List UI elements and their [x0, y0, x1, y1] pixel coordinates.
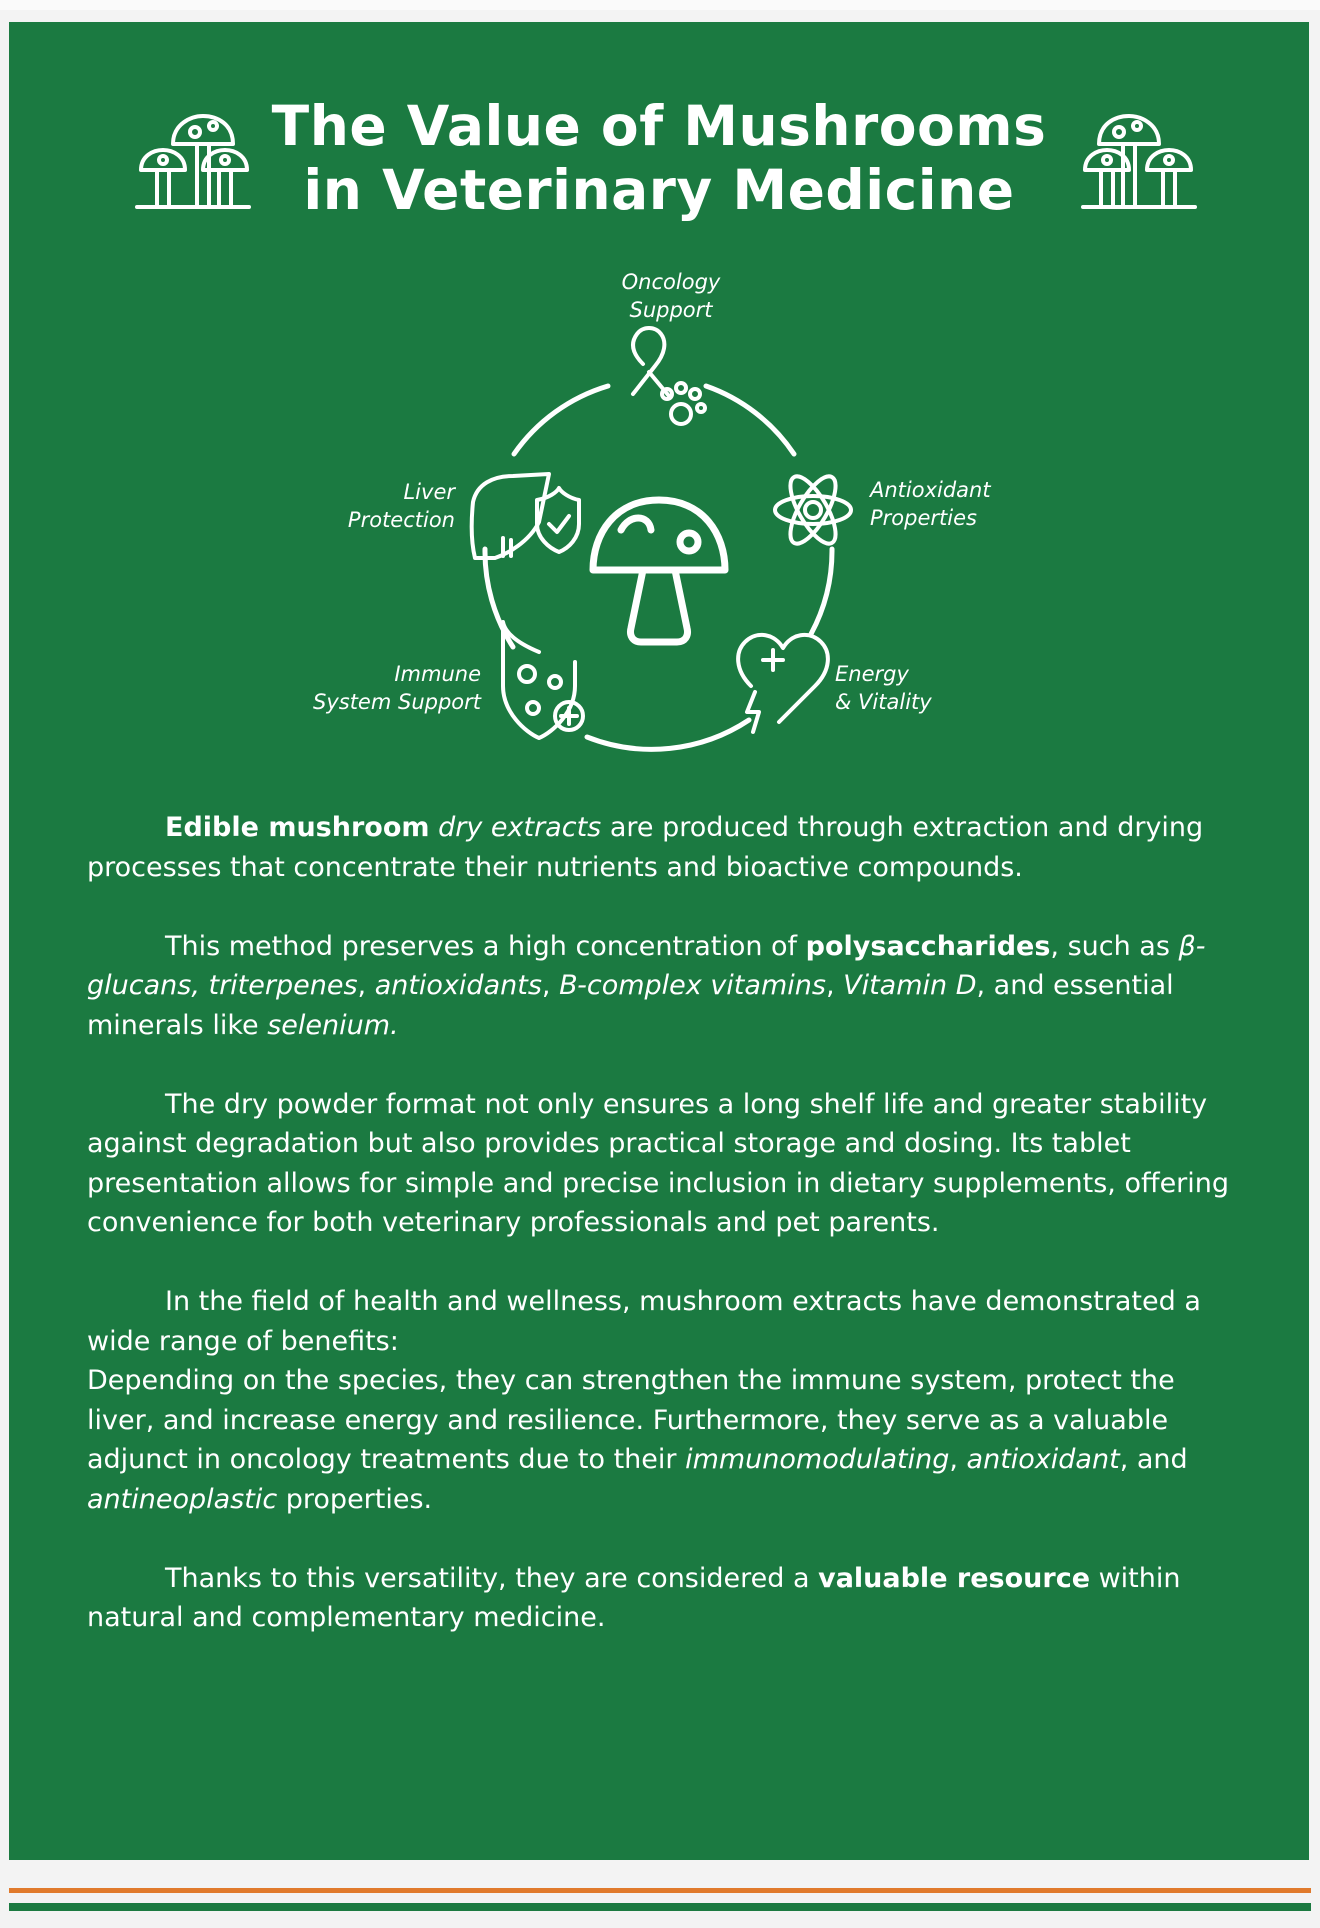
paragraph-2: This method preserves a high concentration of polysaccharides, such as β-glucans, triterpenes, antioxidants, B-complex vitamins, Vitamin D, and essential minerals like selenium.: [87, 930, 1206, 1041]
body-text: [87, 808, 1247, 1677]
mushroom-center-icon: [593, 500, 725, 642]
label-energy-vitality: Energy & Vitality: [835, 662, 932, 714]
paragraph-4a: In the field of health and wellness, mushroom extracts have demonstrated a wide range of benefits:: [87, 1286, 1201, 1357]
liver-shield-icon: [472, 474, 579, 558]
atom-icon: [775, 470, 851, 550]
paragraph-1: Edible mushroom dry extracts are produced through extraction and drying processes that concentrate their nutrients and bioactive compounds.: [87, 812, 1204, 883]
title-line-1: The Value of Mushrooms: [271, 94, 1047, 158]
top-edge: [0, 0, 1320, 10]
paragraph-5: Thanks to this versatility, they are considered a valuable resource within natural and complementary medicine.: [87, 1562, 1181, 1633]
paragraph-3: The dry powder format not only ensures a long shelf life and greater stability against degradation but also provides practical storage and dosing. Its tablet presentation allows for simple and precise inclusion in dietary supplements, offering convenience for both veterinary professionals and pet parents.: [87, 1088, 1230, 1238]
infographic-panel: [9, 22, 1309, 1860]
benefits-diagram: [9, 22, 1309, 782]
label-oncology-support: Oncology Support: [621, 270, 721, 322]
label-antioxidant-properties: Antioxidant Properties: [870, 478, 991, 530]
label-immune-system-support: Immune System Support: [313, 662, 481, 714]
footer-green-rule: [9, 1903, 1311, 1911]
label-liver-protection: Liver Protection: [347, 480, 455, 532]
footer-orange-rule: [9, 1888, 1311, 1893]
paragraph-4b: Depending on the species, they can strengthen the immune system, protect the liver, and increase energy and resilience. Furthermore, they serve as a valuable adjunct in oncology treatments due to their immunomodulating, antioxidant, and antineoplastic properties.: [87, 1365, 1188, 1515]
title-line-2: in Veterinary Medicine: [303, 158, 1015, 222]
heart-plus-bolt-icon: [738, 635, 828, 732]
ribbon-paw-icon: [633, 328, 705, 424]
shield-virus-plus-icon: [503, 622, 583, 738]
